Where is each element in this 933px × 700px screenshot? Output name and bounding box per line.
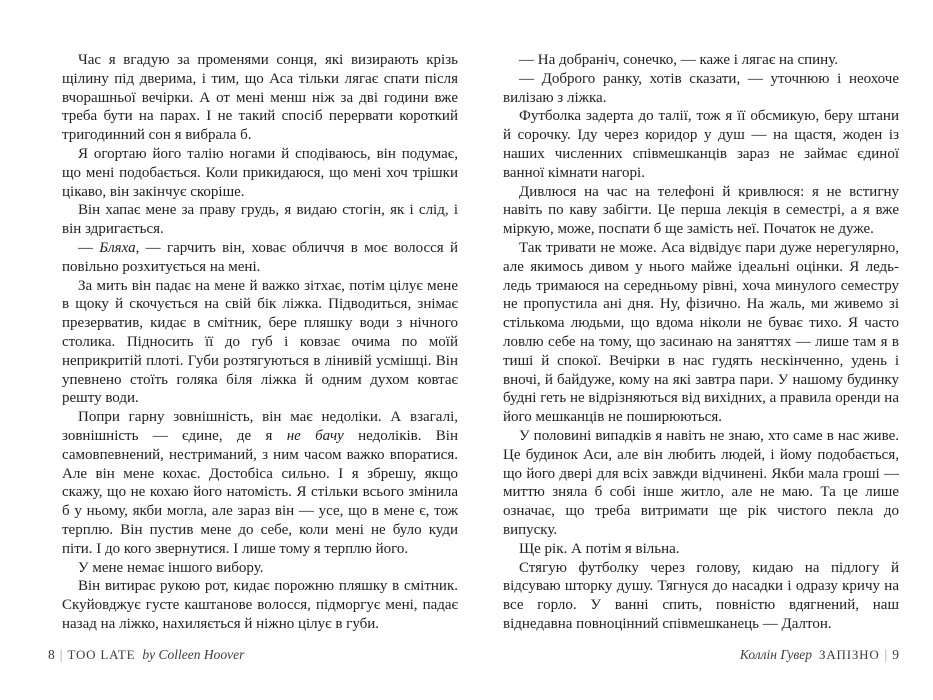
- paragraph: [503, 70, 899, 108]
- paragraph: [62, 239, 458, 277]
- paragraph: [503, 107, 899, 182]
- text-segment: Він витирає рукою рот, кидає порожню пляшку в смітник. Скуйовджує густе каштанове волосся, підморгує мені, падає назад на ліжко, нахиляється й ніжно цілує в губи.: [62, 578, 458, 632]
- text-segment: Футболка задерта до талії, тож я її обсмикую, беру штани й сорочку. Іду через коридор у душ — на щастя, жоден із наших численних співмешканців зараз не займає єдиної ванної кімнати нагорі.: [503, 108, 899, 181]
- text-segment: Час я вгадую за променями сонця, які визирають крізь щілину під дверима, і тим, що Аса тільки лягає спати після вчорашньої вечірки. А от мені менш ніж за дві години вже треба бути на парах. І не такий спосіб перервати короткий тригодинний сон я вибрала б.: [62, 52, 458, 144]
- page-right-body-text: [503, 51, 899, 634]
- page-number: 8: [48, 647, 55, 662]
- text-segment: — На добраніч, сонечко, — каже і лягає на спину.: [519, 52, 838, 68]
- paragraph: [503, 559, 899, 634]
- page-left: [0, 0, 466, 700]
- text-segment: Стягую футболку через голову, кидаю на підлогу й відсуваю шторку душу. Тягнуся до насадки і одразу кричу на все горло. У ванні спить, повністю вдягнений, наш віднедавна повноцінний співмешканець — Далтон.: [503, 559, 899, 632]
- page-left-body-text: [62, 51, 458, 634]
- paragraph: [62, 51, 458, 145]
- paragraph: [503, 183, 899, 239]
- paragraph: [503, 51, 899, 70]
- page-right-footer: [740, 647, 899, 663]
- italic-text-segment: Бляха: [99, 239, 136, 256]
- page-number: 9: [892, 647, 899, 662]
- paragraph: [503, 427, 899, 540]
- page-left-footer: [48, 647, 244, 663]
- text-segment: —: [78, 239, 100, 256]
- paragraph: [503, 239, 899, 427]
- text-segment: Попри гарну зовнішність, він має недоліки. А взагалі, зовнішність — єдине, де я: [62, 409, 458, 444]
- text-segment: У мене немає іншого вибору.: [78, 559, 264, 576]
- text-segment: недоліків. Він самовпевнений, нестриманий, з ним часом важко впоратися. Але він мене кохає. Достобіса сильно. І я збрешу, якщо скажу, що не кохаю його натомість. Я стільки всього змінила б у ньому, якби могла, але зараз він — усе, що в мене є, тож терплю. Він пустив мене до себе, коли мені не було куди піти. І до кого звернутися. І лише тому я терплю його.: [62, 427, 458, 557]
- book-author-name: Коллін Гувер: [739, 647, 813, 662]
- text-segment: , — гарчить він, ховає обличчя в моє волосся й повільно розхитується на мені.: [62, 239, 458, 275]
- paragraph: [62, 408, 458, 558]
- book-title-original: TOO LATE: [67, 647, 136, 662]
- paragraph: [62, 201, 458, 239]
- text-segment: Так тривати не може. Аса відвідує пари дуже нерегулярно, але якимось дивом у нього майже ідеальні оцінки. Я ледь-ледь тримаюся на середньому рівні, хоча минулого семестру не пропустила ані дня. Ну, фізично. На жаль, ми живемо зі стількома людьми, що вдома ніколи не буває тихо. Я часто ловлю себе на тому, що засинаю на заняттях — лише там я в тиші й спокої. Вечірки в нас гудять нескінченно, удень і вночі, й байдуже, кому на які завтра пари. У нашому будинку будні геть не відрізняються від вихідних, а правила оренди на його мешканців не поширюються.: [503, 239, 899, 426]
- text-segment: Він хапає мене за праву грудь, я видаю стогін, як і слід, і він здригається.: [62, 202, 458, 238]
- footer-separator: |: [884, 647, 888, 662]
- paragraph: [62, 277, 458, 409]
- paragraph: [62, 577, 458, 633]
- text-segment: Дивлюся на час на телефоні й кривлюся: я не встигну навіть по каву забігти. Це перша лекція в семестрі, а я вже міркую, може, поспати б ще замість неї. Початок не дуже.: [503, 183, 899, 238]
- italic-text-segment: не бачу: [286, 427, 344, 444]
- text-segment: — Доброго ранку, хотів сказати, — уточнюю і неохоче вилізаю з ліжка.: [503, 70, 899, 106]
- text-segment: Ще рік. А потім я вільна.: [519, 540, 680, 557]
- book-author-byline: by Colleen Hoover: [142, 647, 245, 662]
- footer-separator: |: [59, 647, 63, 662]
- text-segment: За мить він падає на мене й важко зітхає, потім цілує мене в щоку й скочується на свій бік ліжка. Підводиться, знімає презерватив, кидає в смітник, бере пляшку води з нічного столика. Підносить її до губ і ковзає очима по моїй неприкритій плоті. Губи розтягуються в лінивій усмішці. Він упевнено стоїть голяка біля ліжка й одним духом ковтає решту води.: [62, 277, 458, 407]
- paragraph: [62, 145, 458, 201]
- paragraph: [503, 540, 899, 559]
- text-segment: Я огортаю його талію ногами й сподіваюсь, він подумає, що мені подобається. Коли прикидаюся, що мені хоч трішки цікаво, він закінчує скоріше.: [62, 145, 458, 200]
- book-title-translated: ЗАПІЗНО: [819, 647, 880, 662]
- paragraph: [62, 559, 458, 578]
- text-segment: У половині випадків я навіть не знаю, хто саме в нас живе. Це будинок Аси, але він любить людей, і йому подобається, що його двері для всіх завжди відчинені. Якби мала гроші — миттю зняла б собі інше житло, але не маю. Та це лише означає, що треба витримати ще рік чистого пекла до випуску.: [503, 427, 899, 538]
- page-right: [466, 0, 933, 700]
